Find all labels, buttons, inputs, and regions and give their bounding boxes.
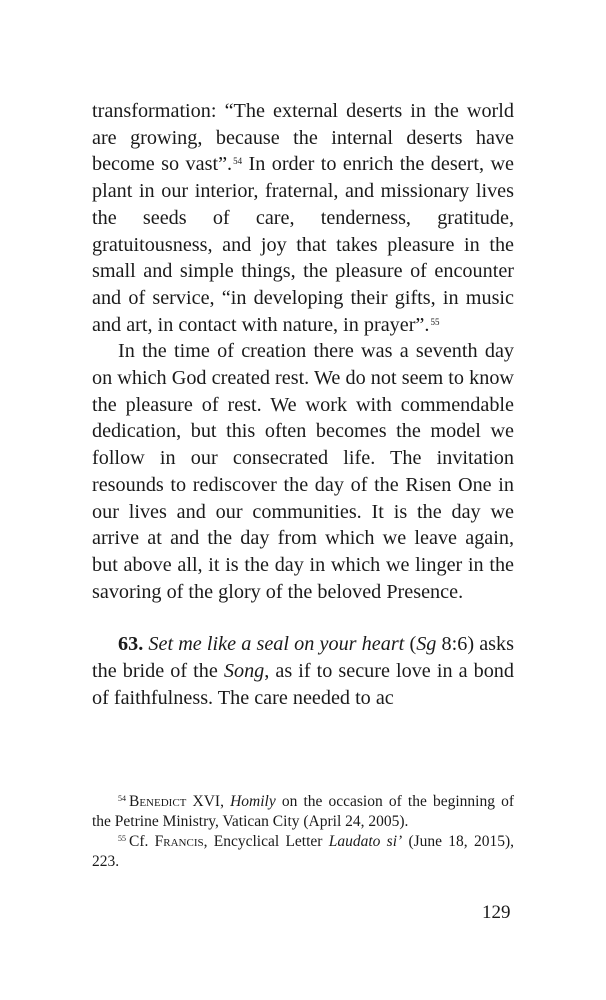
footnote-ref-55: 55 <box>430 316 440 327</box>
paragraph-text: , as if to secure love in a bond of faithfulness. The care needed to ac <box>92 660 514 709</box>
paragraph-63 <box>92 631 514 711</box>
quote-text: Set me like a seal on your heart <box>148 633 405 656</box>
footnote-title: Laudato si’ <box>328 833 403 850</box>
footnote-title: Homily <box>230 793 276 810</box>
footnote-text: on the occasion of the beginning of the Petrine Ministry, Vatican City (April 24, 2005). <box>92 793 514 830</box>
paragraph-rest: In the time of creation there was a seventh day on which God created rest. We do not seem to know the pleasure of rest. We work with commendable dedication, but this often becomes the model we follow in our consecrated life. The invitation resounds to rediscover the day of the Risen One in our lives and our communities. It is the day we arrive at and the day from which we leave again, but above all, it is the day in which we linger in the savoring of the glory of the beloved Presence. <box>92 340 514 603</box>
footnote-author: Francis <box>154 833 204 850</box>
footnote-author: Benedict <box>129 793 187 810</box>
footnote-54 <box>92 792 514 832</box>
paragraph-continued <box>92 98 514 338</box>
song-title: Song <box>223 660 265 683</box>
footnote-text: XVI, <box>186 793 231 810</box>
footnote-number: 55 <box>118 834 126 843</box>
paragraph-number: 63. <box>118 633 144 656</box>
footnotes <box>92 792 514 872</box>
paragraph-text: asks the bride of the <box>92 633 514 683</box>
ref-open: ( <box>404 633 417 656</box>
page-number: 129 <box>482 902 511 923</box>
ref-book: Sg <box>416 633 437 656</box>
footnote-text: Cf. <box>129 833 155 850</box>
footnote-ref-54: 54 <box>233 156 243 167</box>
paragraph-text: transformation: “The external deserts in the world are growing, because the internal deserts have become so vast”. <box>92 100 514 176</box>
footnote-55 <box>92 832 514 872</box>
paragraph-text: In order to enrich the desert, we plant in our interior, fraternal, and missionary lives the seeds of care, tenderness, gratitude, gratuitousness, and joy that takes pleasure in the small and simple things, the pleasure of encounter and of service, “in developing their gifts, in music and art, in contact with nature, in prayer”. <box>92 153 514 336</box>
ref-rest: 8:6) <box>436 633 475 656</box>
footnote-text: (June 18, 2015), 223. <box>92 833 514 870</box>
footnote-text: , Encyclical Letter <box>203 833 329 850</box>
body-text <box>92 98 514 711</box>
footnote-number: 54 <box>118 794 126 803</box>
book-page <box>92 98 514 870</box>
